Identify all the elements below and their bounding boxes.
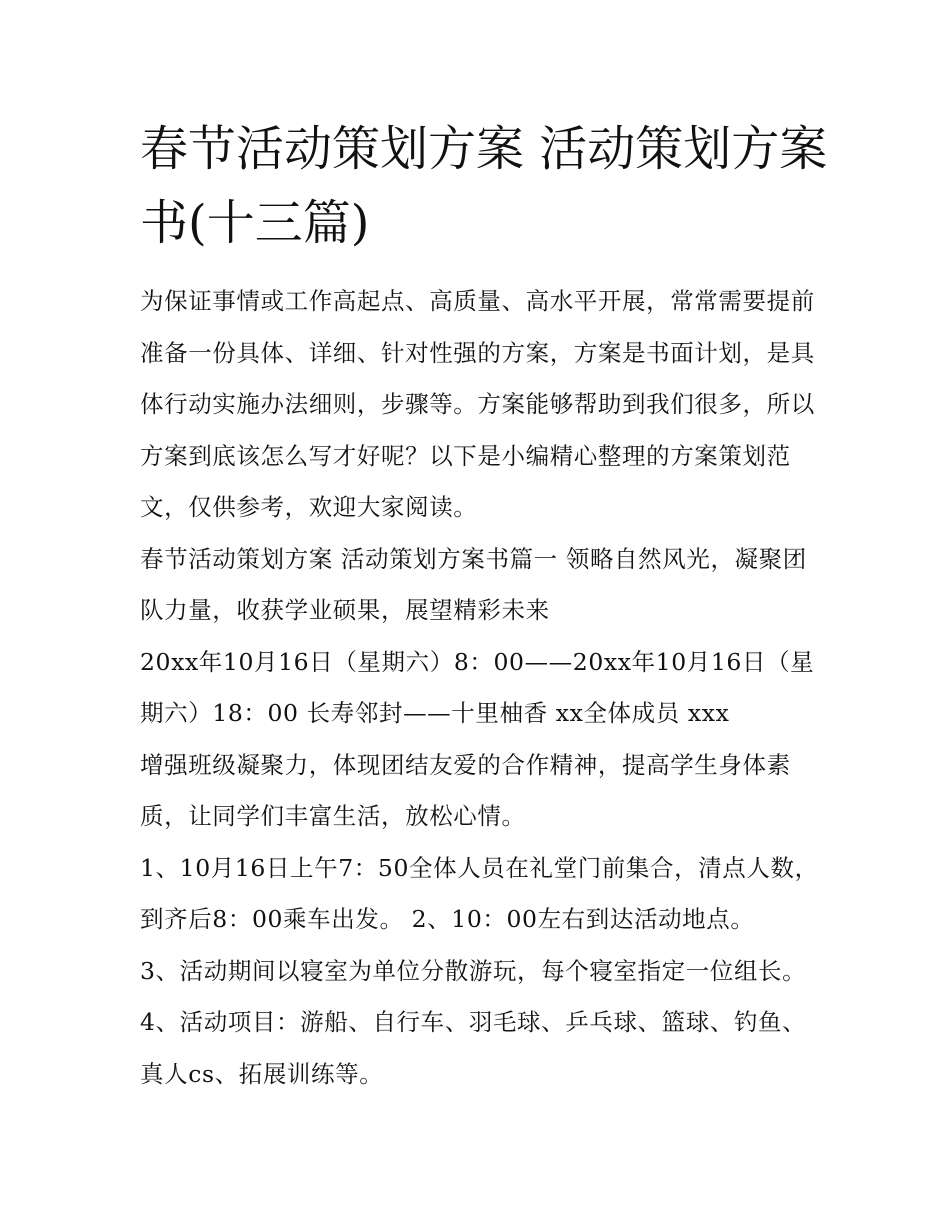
paragraph-time-location: 20xx年10月16日（星期六）8：00——20xx年10月16日（星期六）18：00 长寿邻封——十里柚香 xx全体成员 xxx [140, 647, 815, 727]
document-title: 春节活动策划方案 活动策划方案书(十三篇) [140, 121, 828, 251]
document-body [140, 276, 820, 1100]
paragraph-purpose: 增强班级凝聚力，体现团结友爱的合作精神，提高学生身体素质，让同学们丰富生活，放松心情。 [140, 750, 791, 830]
paragraph-schedule-2: 3、活动期间以寝室为单位分散游玩，每个寝室指定一位组长。 4、活动项目：游船、自行车、羽毛球、乒乓球、篮球、钓鱼、真人cs、拓展训练等。 [140, 956, 807, 1088]
paragraph-schedule-1: 1、10月16日上午7：50全体人员在礼堂门前集合，清点人数，到齐后8：00乘车出发。 2、10：00左右到达活动地点。 [140, 853, 819, 933]
paragraph-intro: 为保证事情或工作高起点、高质量、高水平开展，常常需要提前准备一份具体、详细、针对性强的方案，方案是书面计划，是具体行动实施办法细则，步骤等。方案能够帮助到我们很多，所以方案到底该怎么写才好呢？以下是小编精心整理的方案策划范文，仅供参考，欢迎大家阅读。 [140, 287, 815, 521]
paragraph-chapter-heading: 春节活动策划方案 活动策划方案书篇一 领略自然风光，凝聚团队力量，收获学业硕果，展望精彩未来 [140, 544, 807, 624]
